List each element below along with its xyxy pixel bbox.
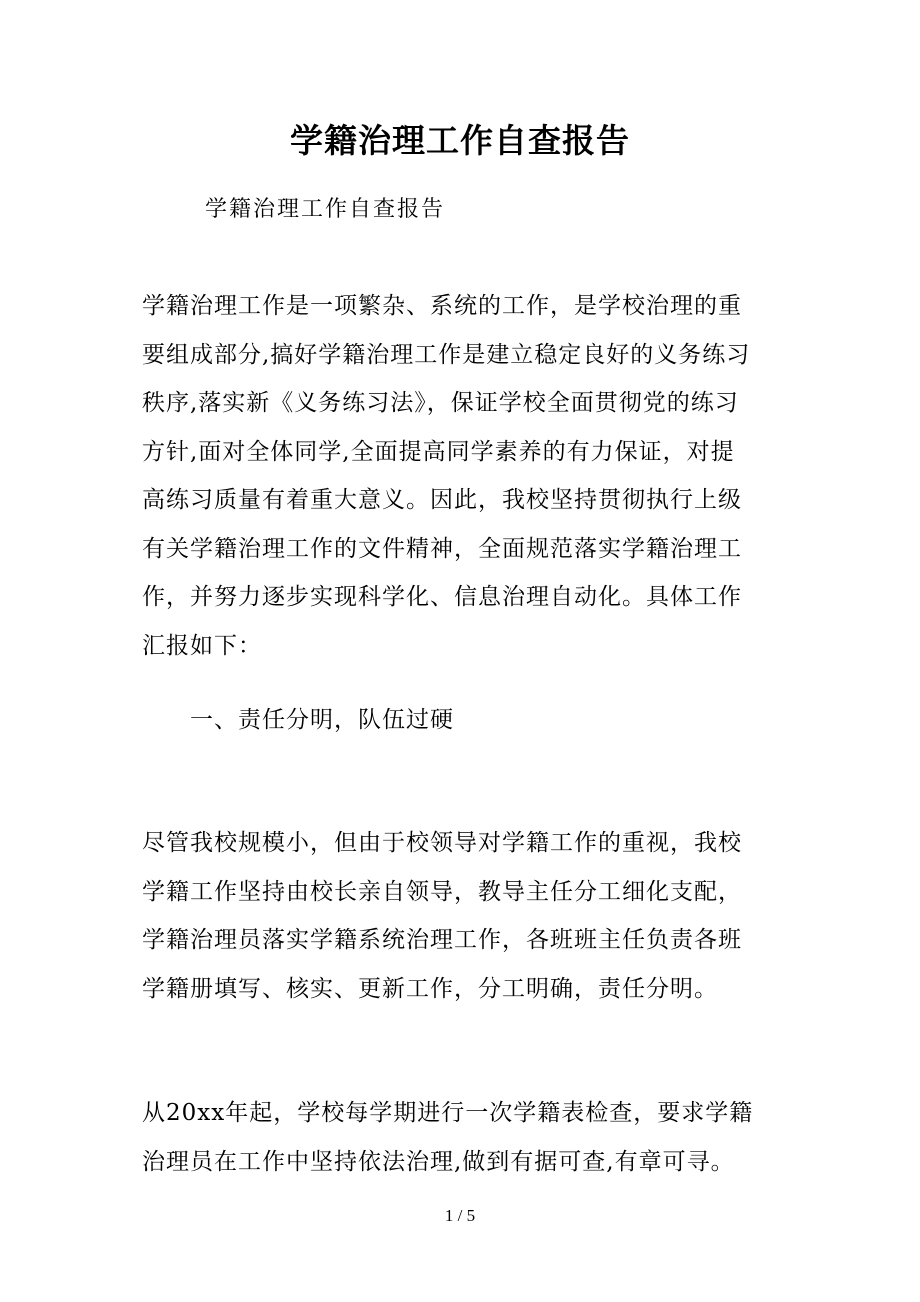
section-heading-1: 一、责任分明，队伍过硬 [190,707,454,733]
paragraph-line: 方针,面对全体同学,全面提高同学素养的有力保证，对提 [142,438,735,465]
paragraph-line: 学籍治理员落实学籍系统治理工作，各班班主任负责各班 [142,927,742,953]
paragraph-line: 有关学籍治理工作的文件精神，全面规范落实学籍治理工 [142,535,742,562]
paragraph-line: 学籍册填写、核实、更新工作，分工明确，责任分明。 [142,975,718,1002]
paragraph-intro [142,282,782,670]
paragraph-line: 学籍工作坚持由校长亲自领导，教导主任分工细化支配， [142,878,742,905]
paragraph-line: 从20xx年起，学校每学期进行一次学籍表检查，要求学籍 [142,1100,754,1126]
page-indicator: 1 / 5 [444,1206,476,1225]
paragraph-line: 尽管我校规模小，但由于校领导对学籍工作的重视，我校 [142,830,742,856]
document-title: 学籍治理工作自查报告 [290,121,630,160]
paragraph-line: 秩序,落实新《义务练习法》，保证学校全面贯彻党的练习 [142,390,739,416]
paragraph-line: 高练习质量有着重大意义。因此，我校坚持贯彻执行上级 [142,487,742,513]
paragraph-line: 治理员在工作中坚持依法治理,做到有据可查,有章可寻。 [142,1148,735,1175]
paragraph-line: 汇报如下： [142,632,262,659]
paragraph-section-2 [142,1089,782,1186]
paragraph-line: 要组成部分,搞好学籍治理工作是建立稳定良好的义务练习 [142,341,751,368]
document-subtitle: 学籍治理工作自查报告 [205,197,446,222]
paragraph-line: 作，并努力逐步实现科学化、信息治理自动化。具体工作 [142,584,742,610]
paragraph-section-1 [142,819,782,1013]
paragraph-line: 学籍治理工作是一项繁杂、系统的工作，是学校治理的重 [142,293,742,319]
